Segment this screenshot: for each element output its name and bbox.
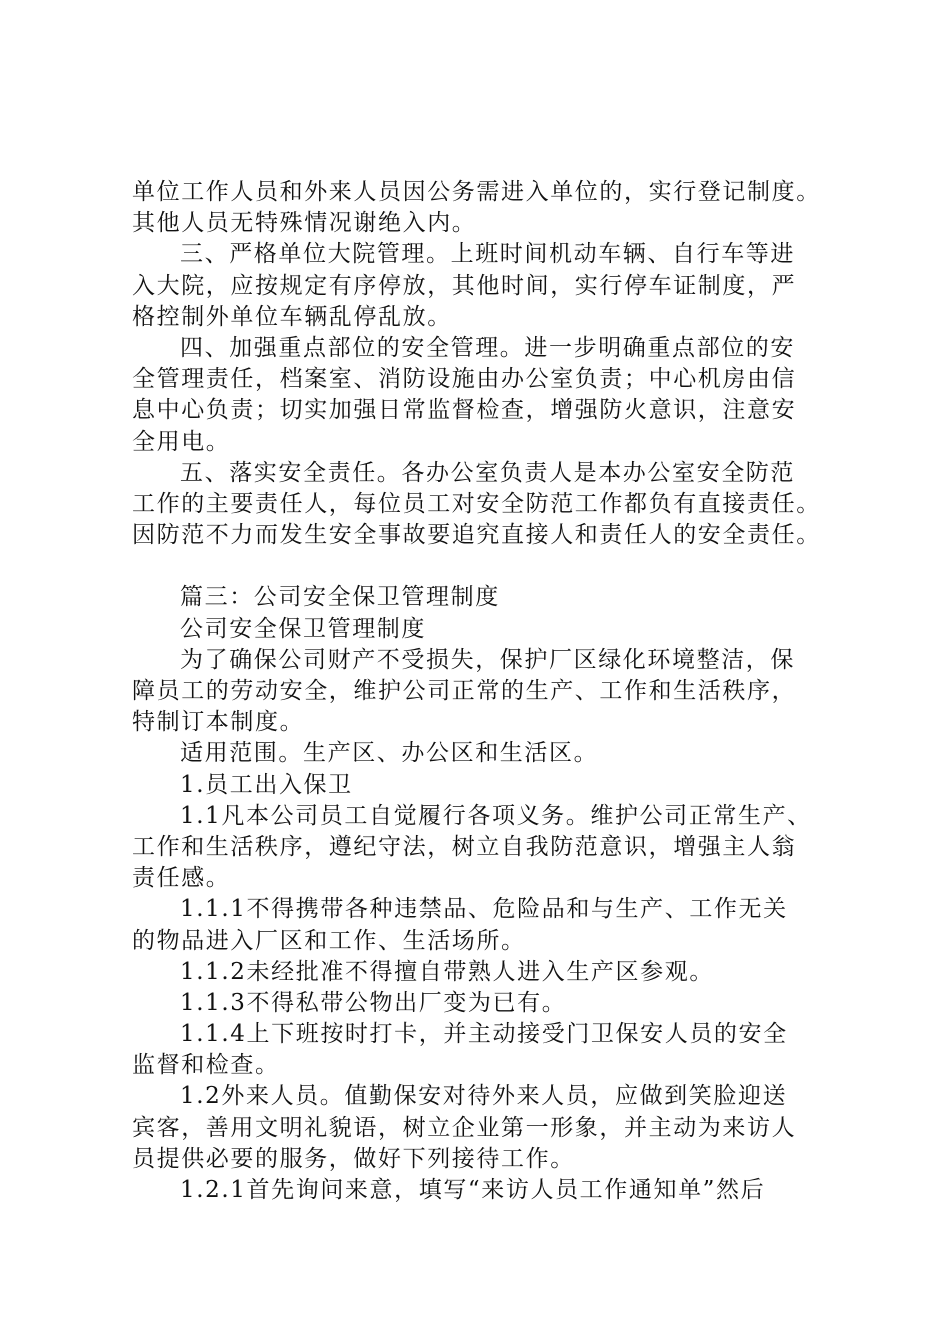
text-line: 工作的主要责任人，每位员工对安全防范工作都负有直接责任。 [132, 490, 821, 517]
text-line: 其他人员无特殊情况谢绝入内。 [132, 210, 477, 237]
text-line: 1.2.1首先询问来意，填写“来访人员工作通知单”然后 [180, 1177, 766, 1203]
section-heading: 篇三：公司安全保卫管理制度 [180, 584, 500, 611]
text-line: 工作和生活秩序，遵纪守法，树立自我防范意识，增强主人翁 [132, 833, 797, 860]
text-line: 四、加强重点部位的安全管理。进一步明确重点部位的安 [180, 334, 795, 361]
text-line: 1.1.4上下班按时打卡，并主动接受门卫保安人员的安全 [180, 1021, 788, 1048]
text-line: 五、落实安全责任。各办公室负责人是本办公室安全防范 [180, 459, 795, 486]
text-line: 宾客，善用文明礼貌语，树立企业第一形象，并主动为来访人 [132, 1114, 797, 1141]
text-line: 息中心负责；切实加强日常监督检查，增强防火意识，注意安 [132, 397, 797, 424]
document-body [132, 177, 832, 1206]
text-line: 员提供必要的服务，做好下列接待工作。 [132, 1145, 575, 1172]
text-line: 1.2外来人员。值勤保安对待外来人员，应做到笑脸迎送 [180, 1083, 788, 1110]
text-line: 责任感。 [132, 865, 231, 892]
paragraph-gap [132, 551, 832, 582]
text-line: 障员工的劳动安全，维护公司正常的生产、工作和生活秩序， [132, 678, 797, 704]
text-line: 1.1.3不得私带公物出厂变为已有。 [180, 989, 567, 1016]
text-line: 单位工作人员和外来人员因公务需进入单位的，实行登记制度。 [132, 179, 821, 205]
text-line: 特制订本制度。 [132, 709, 305, 736]
text-line: 1.员工出入保卫 [180, 771, 353, 798]
text-line: 三、严格单位大院管理。上班时间机动车辆、自行车等进 [180, 241, 795, 268]
text-line: 因防范不力而发生安全事故要追究直接人和责任人的安全责任。 [132, 522, 821, 549]
text-line: 格控制外单位车辆乱停乱放。 [132, 303, 452, 330]
text-line: 的物品进入厂区和工作、生活场所。 [132, 927, 526, 954]
text-line: 入大院，应按规定有序停放，其他时间，实行停车证制度，严 [132, 272, 797, 299]
document-title: 公司安全保卫管理制度 [180, 615, 426, 642]
text-line: 适用范围。生产区、办公区和生活区。 [180, 740, 599, 767]
text-line: 1.1.2未经批准不得擅自带熟人进入生产区参观。 [180, 958, 714, 985]
text-line: 监督和检查。 [132, 1052, 280, 1079]
text-line: 为了确保公司财产不受损失，保护厂区绿化环境整洁，保 [180, 646, 795, 673]
text-line: 1.1.1不得携带各种违禁品、危险品和与生产、工作无关 [180, 896, 788, 923]
text-line: 全管理责任，档案室、消防设施由办公室负责；中心机房由信 [132, 366, 797, 393]
text-line: 全用电。 [132, 428, 231, 455]
text-line: 1.1凡本公司员工自觉履行各项义务。维护公司正常生产、 [180, 802, 812, 829]
